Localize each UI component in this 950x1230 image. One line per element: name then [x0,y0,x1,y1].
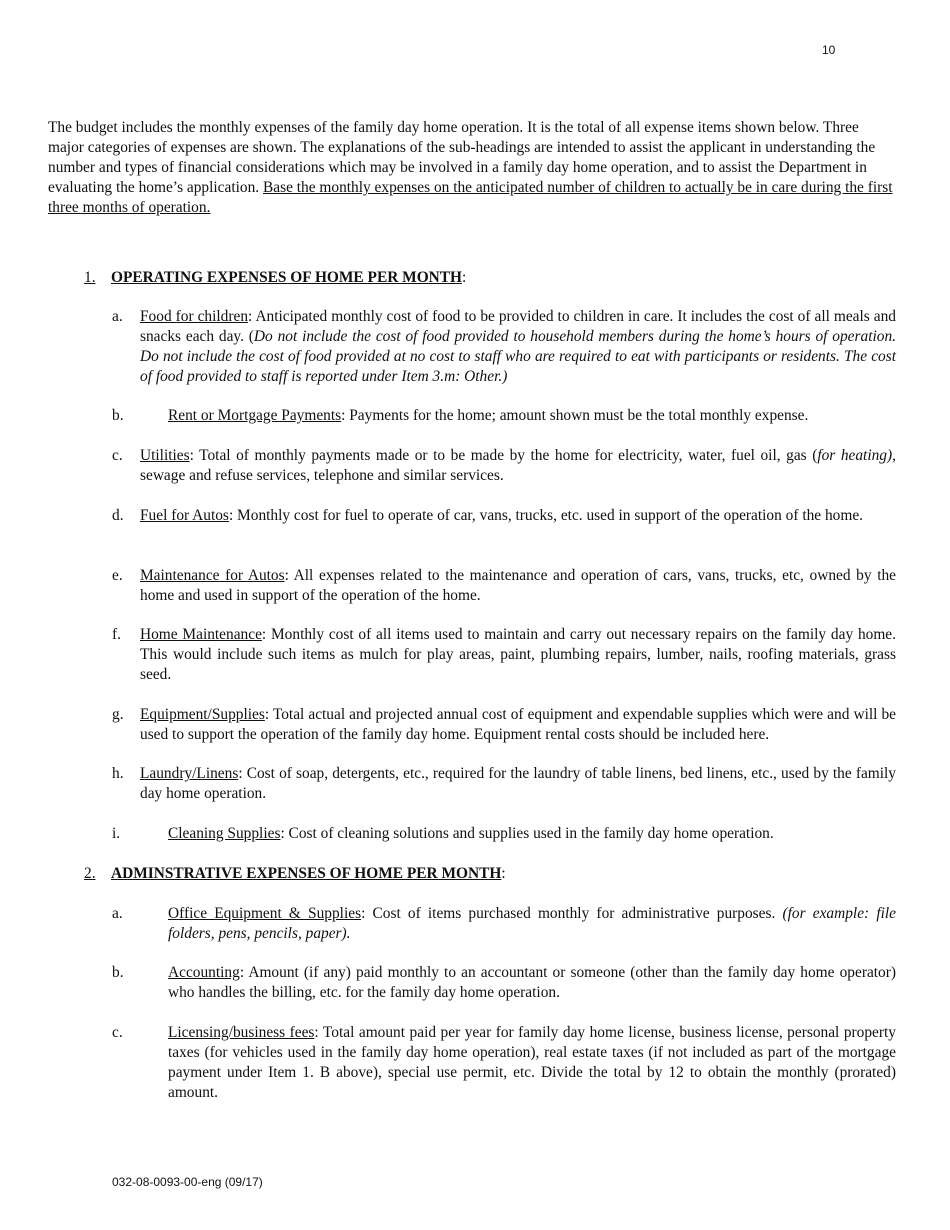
section-title: ADMINSTRATIVE EXPENSES OF HOME PER MONTH [111,865,502,882]
intro-paragraph [48,118,898,218]
section-1-heading: 1. OPERATING EXPENSES OF HOME PER MONTH: [84,269,467,286]
item-term: Equipment/Supplies [140,706,265,723]
intro-text: The budget includes the monthly expenses of the family day home operation. It is the total of all expense items shown below. Three major categories of expenses are shown. The explanations of the sub-headings are intended to assist the applicant in understanding the number and types of financial considerations which may be involved in a family day home operation, and to assist the Department in evaluating the home’s application. [48,119,876,196]
item-cleaning-supplies: i. Cleaning Supplies: Cost of cleaning solutions and supplies used in the family day home operation. [112,825,774,842]
item-fuel-for-autos: d. Fuel for Autos: Monthly cost for fuel to operate of car, vans, trucks, etc. used in support of the operation of the home. [112,507,864,524]
item-office-equipment: a. Office Equipment & Supplies: Cost of items purchased monthly for administrative purposes. (for example: file folders, pens, pencils, paper). [112,905,896,942]
item-accounting: b. Accounting: Amount (if any) paid monthly to an accountant or someone (other than the family day home operator) who handles the billing, etc. for the family day home operation. [112,964,896,1001]
item-term: Office Equipment & Supplies [168,905,362,922]
item-equipment-supplies: g. Equipment/Supplies: Total actual and projected annual cost of equipment and expendable supplies which were and will be used to support the operation of the family day home. Equipment rental costs should be included here. [112,706,896,743]
item-term: Utilities [140,447,190,464]
item-term: Maintenance for Autos [140,567,285,584]
item-rent-or-mortgage: b. Rent or Mortgage Payments: Payments for the home; amount shown must be the total monthly expense. [112,407,809,424]
item-home-maintenance: f. Home Maintenance: Monthly cost of all items used to maintain and carry out necessary repairs on the family day home. This would include such items as mulch for play areas, paint, plumbing repairs, lumber, nails, roofing materials, grass seed. [112,626,896,683]
item-licensing-business-fees: c. Licensing/business fees: Total amount paid per year for family day home license, business license, personal property taxes (for vehicles used in the family day home operation), real estate taxes (if not included as part of the mortgage payment under Item 1. B above), special use permit, etc. Divide the total by 12 to obtain the monthly (prorated) amount. [112,1024,896,1101]
item-food-for-children: a. Food for children: Anticipated monthly cost of food to be provided to children in care. It includes the cost of all meals and snacks each day. (Do not include the cost of food provided to household members during the home’s hours of operation. Do not include the cost of food provided at no cost to staff who are required to eat with participants or residents. The cost of food provided to staff is reported under Item 3.m: Other.) [112,308,896,385]
item-term: Laundry/Linens [140,765,239,782]
item-term: Licensing/business fees [168,1024,315,1041]
section-2-heading: 2. ADMINSTRATIVE EXPENSES OF HOME PER MONTH: [84,865,506,882]
section-number: 2. [84,865,96,882]
item-term: Food for children [140,308,249,325]
page-number: 10 [822,43,836,57]
item-laundry-linens: h. Laundry/Linens: Cost of soap, detergents, etc., required for the laundry of table linens, bed linens, etc., used by the family day home operation. [112,765,896,802]
section-title: OPERATING EXPENSES OF HOME PER MONTH [111,269,463,286]
item-term: Rent or Mortgage Payments [168,407,342,424]
item-term: Cleaning Supplies [168,825,281,842]
item-term: Fuel for Autos [140,507,229,524]
item-maintenance-for-autos: e. Maintenance for Autos: All expenses related to the maintenance and operation of cars, vans, trucks, etc, owned by the home and used in support of the operation of the home. [112,567,897,604]
item-utilities: c. Utilities: Total of monthly payments made or to be made by the home for electricity, water, fuel oil, gas (for heating), sewage and refuse services, telephone and similar services. [112,447,896,484]
intro-underlined-text: Base the monthly expenses on the anticipated number of children to actually be in care during the first three months of operation. [48,179,893,216]
item-term: Home Maintenance [140,626,262,643]
section-number: 1. [84,269,96,286]
form-number-footer: 032-08-0093-00-eng (09/17) [112,1175,263,1189]
item-term: Accounting [168,964,240,981]
